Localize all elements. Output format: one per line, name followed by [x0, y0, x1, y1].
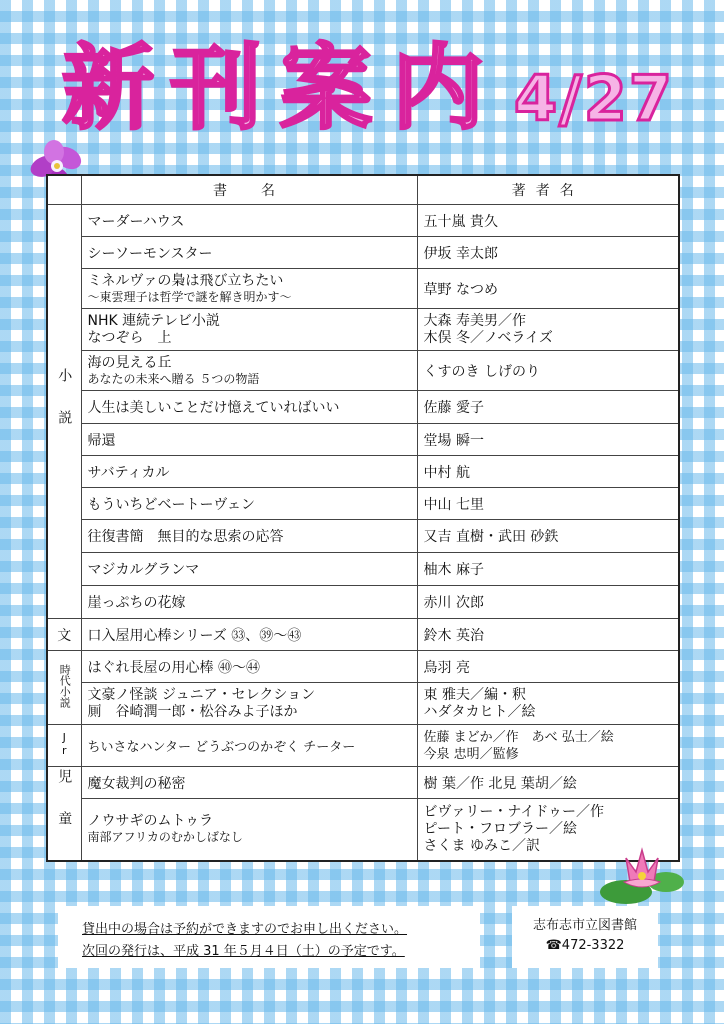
genre-label: Jr — [57, 730, 71, 757]
issue-date: 4/27 — [514, 62, 675, 135]
book-author-cell — [417, 725, 679, 767]
book-title-cell — [81, 799, 417, 861]
title-char-1: 新 — [62, 35, 155, 142]
book-author-line2: 今泉 忠明／監修 — [423, 746, 519, 762]
book-author: ビヴァリー・ナイドゥー／作 — [423, 803, 605, 820]
book-author: 草野 なつめ — [417, 269, 679, 309]
author-header: 著者名 — [417, 175, 679, 205]
book-author: 鈴木 英治 — [417, 619, 679, 651]
genre-label: 児童 — [56, 769, 73, 854]
book-title: ちいさなハンター どうぶつのかぞく チーター — [81, 725, 417, 767]
table-row — [47, 619, 679, 651]
table-row — [47, 799, 679, 861]
book-title: 人生は美しいことだけ憶えていればいい — [81, 391, 417, 424]
table-row — [47, 237, 679, 269]
book-author: 佐藤 愛子 — [417, 391, 679, 424]
table-header-row — [47, 175, 679, 205]
table-row — [47, 767, 679, 799]
book-author: 樹 葉／作 北見 葉胡／絵 — [417, 767, 679, 799]
book-author: 堂場 瞬一 — [417, 424, 679, 456]
genre-cell-bunko — [47, 619, 81, 651]
title-char-3: 案 — [280, 35, 373, 142]
table-row — [47, 391, 679, 424]
book-title: NHK 連続テレビ小説 — [87, 312, 220, 329]
genre-cell-jidai — [47, 651, 81, 725]
book-title: ミネルヴァの梟は飛び立ちたい — [87, 272, 284, 289]
book-title: はぐれ長屋の用心棒 ㊵～㊹ — [81, 651, 417, 683]
table-row — [47, 351, 679, 391]
genre-cell-jido — [47, 767, 81, 861]
book-subtitle: あなたの未来へ贈る ５つの物語 — [87, 371, 260, 386]
book-title: 崖っぷちの花嫁 — [81, 586, 417, 619]
table-row — [47, 424, 679, 456]
table-row — [47, 683, 679, 725]
book-title-cell — [81, 309, 417, 351]
book-author: 柚木 麻子 — [417, 553, 679, 586]
book-author: くすのき しげのり — [417, 351, 679, 391]
notice-line-2: 次回の発行は、平成 31 年５月４日（土）の予定です。 — [82, 944, 405, 959]
library-phone: ☎472-3322 — [545, 938, 625, 953]
table-row — [47, 725, 679, 767]
book-author: 五十嵐 貴久 — [417, 205, 679, 237]
book-author-line3: さくま ゆみこ／訳 — [423, 837, 540, 854]
title-char-2: 刊 — [170, 35, 263, 142]
table-row — [47, 488, 679, 520]
library-box — [512, 906, 658, 968]
book-title: 帰還 — [81, 424, 417, 456]
genre-cell-jr — [47, 725, 81, 767]
table-row — [47, 269, 679, 309]
book-title: マーダーハウス — [81, 205, 417, 237]
title-char-4: 内 — [392, 35, 485, 142]
book-author: 佐藤 まどか／作 あべ 弘士／絵 — [423, 729, 614, 745]
book-subtitle: 南部アフリカのむかしばなし — [87, 830, 243, 845]
table-row — [47, 651, 679, 683]
book-title-cell — [81, 269, 417, 309]
genre-header — [47, 175, 81, 205]
book-title: もういちどベートーヴェン — [81, 488, 417, 520]
notice-line-1: 貸出中の場合は予約ができますのでお申し出ください。 — [82, 922, 408, 937]
genre-label: 時代小説 — [58, 663, 72, 708]
book-title: 魔女裁判の秘密 — [81, 767, 417, 799]
book-author: 伊坂 幸太郎 — [417, 237, 679, 269]
book-author: 中村 航 — [417, 456, 679, 488]
notice-box — [58, 906, 480, 968]
book-subtitle: ～東雲理子は哲学で謎を解き明かす～ — [87, 289, 292, 304]
book-title: 文豪ノ怪談 ジュニア・セレクション — [87, 686, 316, 703]
book-title: 往復書簡 無目的な思索の応答 — [81, 520, 417, 553]
book-title-line2: なつぞら 上 — [87, 329, 172, 346]
book-author: 鳥羽 亮 — [417, 651, 679, 683]
genre-cell-novel — [47, 205, 81, 619]
book-title-cell — [81, 683, 417, 725]
book-title: シーソーモンスター — [81, 237, 417, 269]
book-title: サバティカル — [81, 456, 417, 488]
book-author-line2: 木俣 冬／ノベライズ — [423, 329, 553, 346]
book-author: 中山 七里 — [417, 488, 679, 520]
book-author: 赤川 次郎 — [417, 586, 679, 619]
book-title: マジカルグランマ — [81, 553, 417, 586]
new-books-table — [46, 174, 680, 862]
book-author-line2: ハダタカヒト／絵 — [423, 703, 536, 720]
book-author-cell — [417, 309, 679, 351]
title-header: 書 名 — [81, 175, 417, 205]
table-row — [47, 309, 679, 351]
library-name: 志布志市立図書館 — [532, 918, 637, 933]
genre-label: 小説 — [56, 367, 73, 452]
table-row — [47, 520, 679, 553]
book-author: 又吉 直樹・武田 砂鉄 — [417, 520, 679, 553]
table-row — [47, 456, 679, 488]
book-author: 東 雅夫／編・釈 — [423, 686, 526, 703]
genre-label: 文 — [57, 627, 72, 644]
table-row — [47, 205, 679, 237]
book-author-cell — [417, 683, 679, 725]
table-row — [47, 586, 679, 619]
book-title: ノウサギのムトゥラ — [87, 813, 214, 830]
book-title: 海の見える丘 — [87, 354, 172, 371]
lotus-flower-icon — [596, 842, 688, 908]
book-title-line2: 厠 谷崎潤一郎・松谷みよ子ほか — [87, 703, 298, 720]
book-title-cell — [81, 351, 417, 391]
page-title — [62, 34, 682, 144]
book-author: 大森 寿美男／作 — [423, 312, 526, 329]
book-title: 口入屋用心棒シリーズ ㉝、㊴～㊸ — [81, 619, 417, 651]
book-author-line2: ピート・フロブラー／絵 — [423, 820, 577, 837]
table-row — [47, 553, 679, 586]
